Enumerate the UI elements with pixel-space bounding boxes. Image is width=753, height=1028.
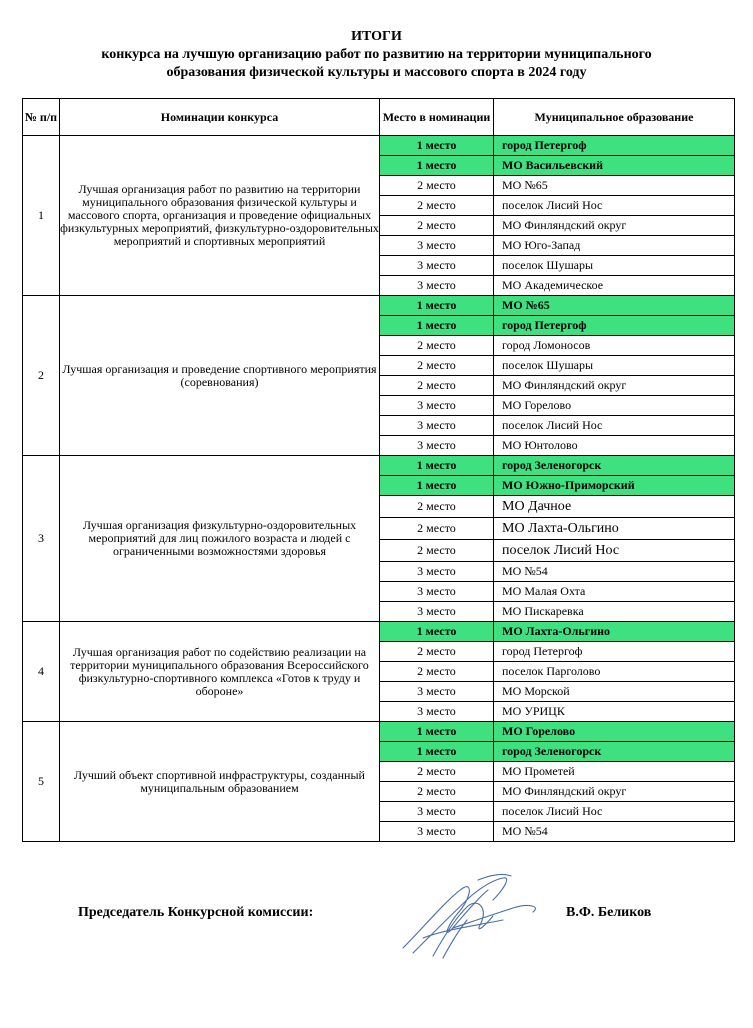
signature-name: В.Ф. Беликов [566,905,652,920]
municipality-cell: поселок Лисий Нос [494,416,735,436]
municipality-cell: МО Южно-Приморский [494,476,735,496]
place-cell: 1 место [380,156,494,176]
municipality-cell: МО Прометей [494,762,735,782]
title-line-3: образования физической культуры и массового спорта в 2024 году [166,65,587,80]
municipality-cell: МО Финляндский округ [494,376,735,396]
nomination-text: Лучшая организация физкультурно-оздоровительных мероприятий для лиц пожилого возраста и людей с ограниченными возможностями здоровья [60,456,380,622]
place-cell: 1 место [380,136,494,156]
table-row [23,622,735,642]
place-cell: 2 место [380,216,494,236]
place-cell: 2 место [380,196,494,216]
municipality-cell: город Зеленогорск [494,456,735,476]
municipality-cell: поселок Лисий Нос [494,540,735,562]
place-cell: 2 место [380,540,494,562]
place-cell: 2 место [380,642,494,662]
header-place: Место в номинации [380,99,494,136]
municipality-cell: МО Юго-Запад [494,236,735,256]
table-row [23,296,735,316]
place-cell: 3 место [380,562,494,582]
municipality-cell: МО №65 [494,296,735,316]
municipality-cell: поселок Парголово [494,662,735,682]
place-cell: 3 место [380,582,494,602]
municipality-cell: МО Морской [494,682,735,702]
place-cell: 3 место [380,682,494,702]
document-title [0,28,753,82]
title-heading: ИТОГИ [351,29,402,44]
municipality-cell: город Ломоносов [494,336,735,356]
place-cell: 3 место [380,416,494,436]
table-row [23,136,735,156]
place-cell: 2 место [380,176,494,196]
results-table [22,98,735,842]
nomination-number: 4 [23,622,60,722]
municipality-cell: город Петергоф [494,316,735,336]
municipality-cell: МО №54 [494,562,735,582]
municipality-cell: МО Лахта-Ольгино [494,622,735,642]
place-cell: 1 место [380,316,494,336]
place-cell: 2 место [380,376,494,396]
municipality-cell: МО Пискаревка [494,602,735,622]
handwritten-signature [393,868,543,963]
place-cell: 3 место [380,702,494,722]
municipality-cell: МО Горелово [494,722,735,742]
nomination-text: Лучшая организация работ по развитию на территории муниципального образования физической культуры и массового спорта, организация и проведение официальных физкультурных мероприятий, физкультурно-оздоровительных мероприятий и спортивных мероприятий [60,136,380,296]
place-cell: 3 место [380,276,494,296]
municipality-cell: МО Финляндский округ [494,782,735,802]
place-cell: 3 место [380,602,494,622]
nomination-number: 3 [23,456,60,622]
place-cell: 1 место [380,296,494,316]
nomination-number: 1 [23,136,60,296]
municipality-cell: МО Академическое [494,276,735,296]
place-cell: 1 место [380,476,494,496]
place-cell: 3 место [380,256,494,276]
municipality-cell: город Петергоф [494,642,735,662]
header-mo: Муниципальное образование [494,99,735,136]
municipality-cell: МО Малая Охта [494,582,735,602]
place-cell: 1 место [380,622,494,642]
municipality-cell: МО Финляндский округ [494,216,735,236]
table-body [23,136,735,842]
table-row [23,722,735,742]
nomination-text: Лучший объект спортивной инфраструктуры, созданный муниципальным образованием [60,722,380,842]
municipality-cell: поселок Лисий Нос [494,196,735,216]
place-cell: 2 место [380,762,494,782]
municipality-cell: МО Дачное [494,496,735,518]
place-cell: 1 место [380,722,494,742]
municipality-cell: поселок Шушары [494,356,735,376]
municipality-cell: МО №54 [494,822,735,842]
place-cell: 3 место [380,436,494,456]
place-cell: 1 место [380,742,494,762]
header-num: № п/п [23,99,60,136]
nomination-text: Лучшая организация работ по содействию реализации на территории муниципального образования Всероссийского физкультурно-спортивного комплекса «Готов к труду и обороне» [60,622,380,722]
municipality-cell: МО Горелово [494,396,735,416]
municipality-cell: поселок Шушары [494,256,735,276]
municipality-cell: МО Лахта-Ольгино [494,518,735,540]
place-cell: 1 место [380,456,494,476]
signature-role: Председатель Конкурсной комиссии: [78,905,314,920]
municipality-cell: город Зеленогорск [494,742,735,762]
place-cell: 3 место [380,396,494,416]
place-cell: 3 место [380,236,494,256]
place-cell: 2 место [380,518,494,540]
nomination-number: 2 [23,296,60,456]
municipality-cell: МО Юнтолово [494,436,735,456]
title-line-2: конкурса на лучшую организацию работ по развитию на территории муниципального [101,47,652,62]
place-cell: 2 место [380,782,494,802]
place-cell: 2 место [380,496,494,518]
nomination-text: Лучшая организация и проведение спортивного мероприятия (соревнования) [60,296,380,456]
municipality-cell: МО Васильевский [494,156,735,176]
table-header-row [23,99,735,136]
place-cell: 3 место [380,822,494,842]
municipality-cell: город Петергоф [494,136,735,156]
municipality-cell: МО УРИЦК [494,702,735,722]
place-cell: 3 место [380,802,494,822]
municipality-cell: поселок Лисий Нос [494,802,735,822]
place-cell: 2 место [380,356,494,376]
place-cell: 2 место [380,336,494,356]
municipality-cell: МО №65 [494,176,735,196]
place-cell: 2 место [380,662,494,682]
nomination-number: 5 [23,722,60,842]
table-row [23,456,735,476]
header-nomination: Номинации конкурса [60,99,380,136]
